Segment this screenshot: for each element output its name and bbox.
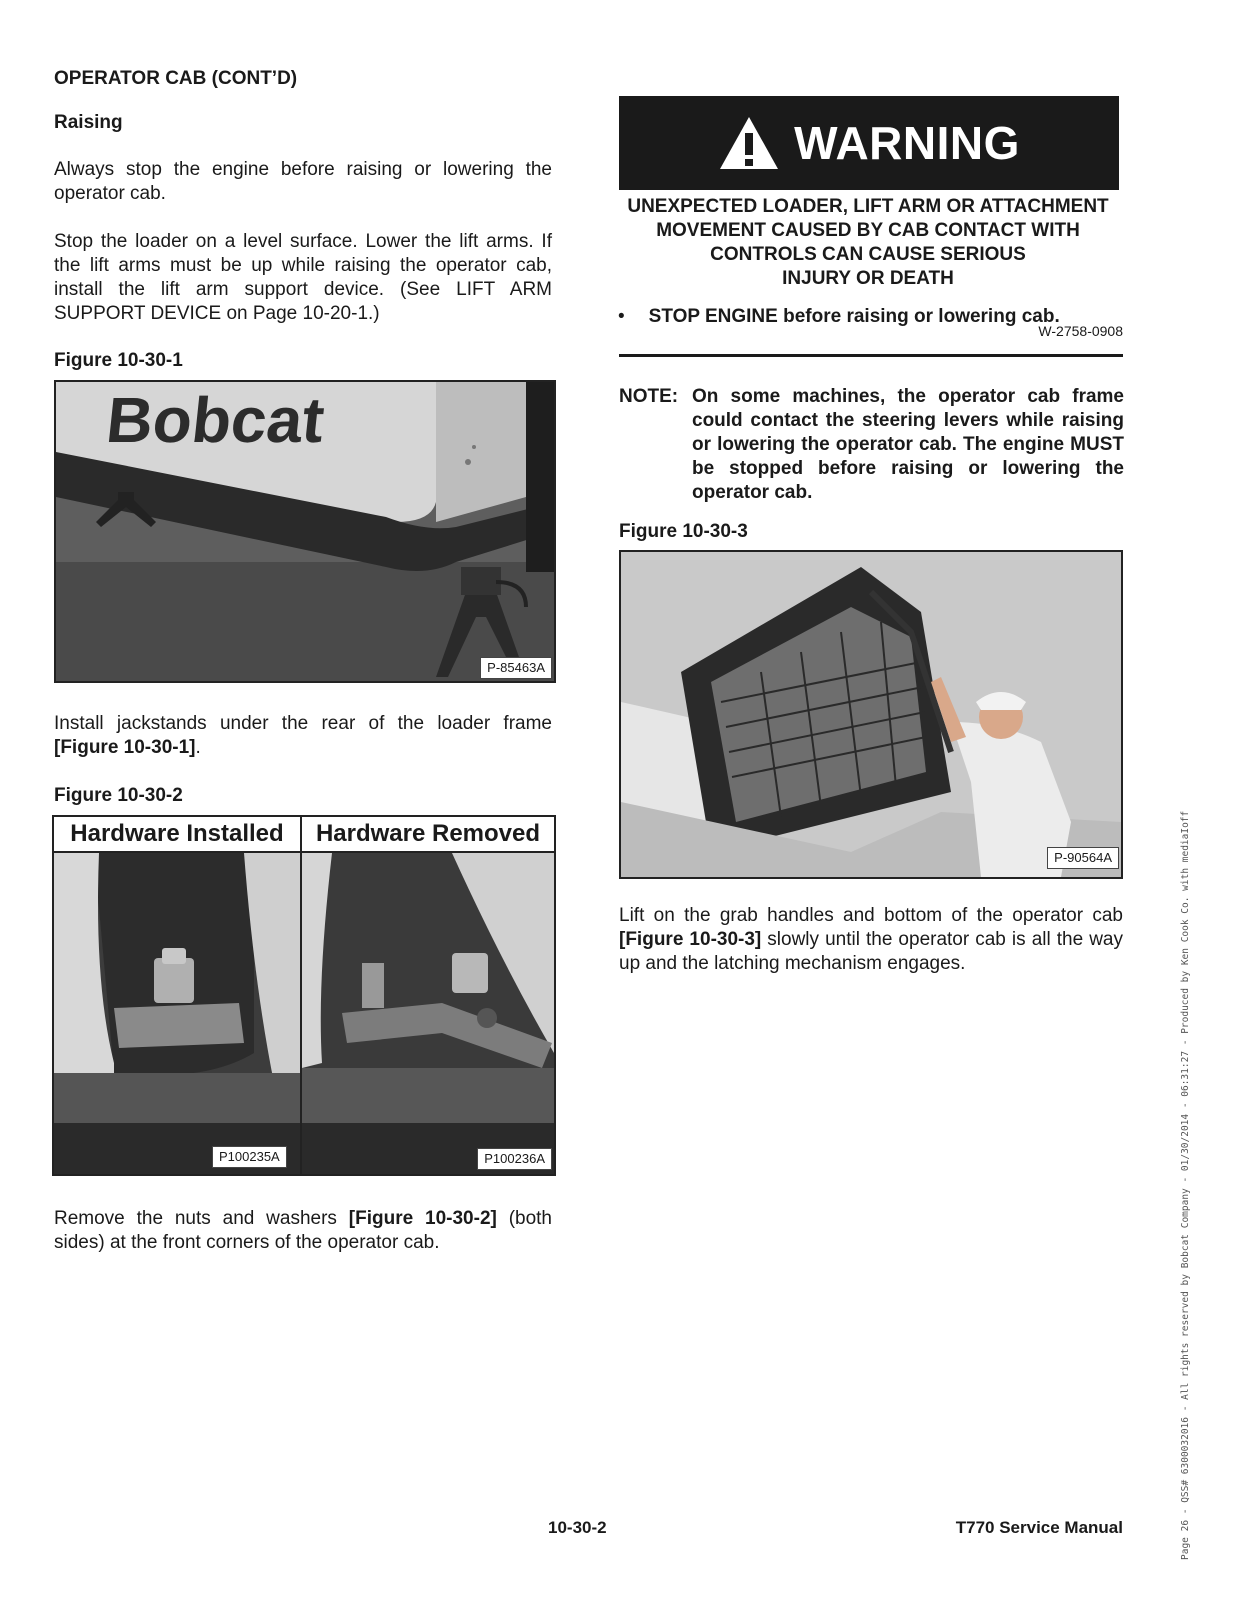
figure-ref-1[interactable]: [Figure 10-30-1] [54, 737, 196, 758]
warning-title: WARNING [794, 117, 1020, 169]
warning-banner [619, 96, 1119, 190]
note-text: On some machines, the operator cab frame could contact the steering levers while raising or lowering the operator cab. The engine MUST be stopped before raising or lowering the operator cab. [692, 386, 1124, 503]
hardware-removed-photo [302, 853, 554, 1174]
manual-title: T770 Service Manual [955, 1518, 1123, 1537]
warning-bullet: • STOP ENGINE before raising or lowering cab. [618, 306, 1060, 327]
figure-caption-1: Figure 10-30-1 [54, 350, 183, 371]
warning-divider [619, 354, 1123, 357]
warning-triangle-icon [718, 115, 780, 171]
note-block [619, 385, 1124, 505]
photo-tag-fig2-right: P100236A [477, 1148, 552, 1170]
warning-line: CONTROLS CAN CAUSE SERIOUS [710, 244, 1026, 265]
paragraph-jackstands: Install jackstands under the rear of the loader frame [Figure 10-30-1]. [54, 713, 552, 758]
warning-message [612, 195, 1124, 291]
bullet-icon: • [618, 306, 625, 327]
cab-raising-photo-illustration [621, 552, 1121, 877]
section-title: OPERATOR CAB (CONT’D) [54, 68, 298, 89]
note-label: NOTE: [619, 386, 679, 407]
photo-tag-fig1: P-85463A [480, 657, 552, 679]
bobcat-logo-text: Bobcat [103, 384, 328, 456]
warning-line: INJURY OR DEATH [782, 268, 954, 289]
paragraph-level-surface: Stop the loader on a level surface. Lower the lift arms. If the lift arms must be up while raising the operator cab, install the lift arm support device. (See LIFT ARM SUPPORT DEVICE on Page 10-20-1.) [54, 231, 552, 324]
paragraph-remove-nuts: Remove the nuts and washers [Figure 10-30-2] (both sides) at the front corners of the operator cab. [54, 1208, 553, 1253]
photo-tag-fig2-left: P100235A [212, 1146, 287, 1168]
figure-caption-2: Figure 10-30-2 [54, 785, 183, 806]
figure-caption-3: Figure 10-30-3 [619, 521, 748, 542]
photo-tag-fig3: P-90564A [1047, 847, 1119, 869]
warning-line: MOVEMENT CAUSED BY CAB CONTACT WITH [656, 220, 1080, 241]
figure-10-30-3-photo [619, 550, 1123, 879]
figure-10-30-2-panel [52, 815, 556, 1176]
figure-ref-2[interactable]: [Figure 10-30-2] [348, 1208, 497, 1229]
warning-line: UNEXPECTED LOADER, LIFT ARM OR ATTACHMENT [627, 196, 1109, 217]
warning-code: W-2758-0908 [1038, 323, 1123, 339]
side-production-stamp: Page 26 - QSS# 6300032016 - All rights reserved by Bobcat Company - 01/30/2014 - 06:31:27 - Produced by Ken Cook Co. with mediaIoff [1180, 810, 1191, 1560]
hardware-installed-photo [54, 853, 300, 1174]
page-number: 10-30-2 [548, 1518, 607, 1537]
figure-ref-3[interactable]: [Figure 10-30-3] [619, 929, 762, 950]
paragraph-lift-grab-handles: Lift on the grab handles and bottom of the operator cab [Figure 10-30-3] slowly until the operator cab is all the way up and the latching mechanism engages. [619, 905, 1123, 974]
subsection-title: Raising [54, 112, 123, 133]
paragraph-stop-engine: Always stop the engine before raising or lowering the operator cab. [54, 159, 552, 204]
figure-10-30-1-photo [54, 380, 556, 683]
hardware-installed-heading: Hardware Installed [54, 817, 302, 853]
jackstand-photo-illustration [56, 382, 554, 681]
hardware-removed-heading: Hardware Removed [302, 817, 554, 853]
